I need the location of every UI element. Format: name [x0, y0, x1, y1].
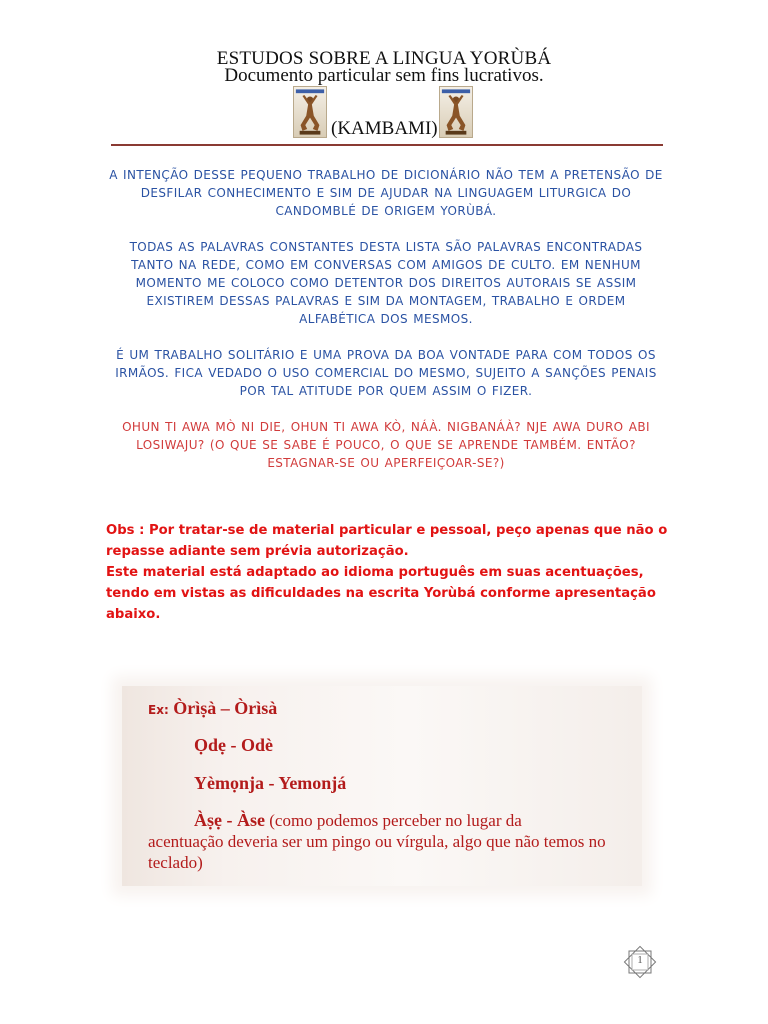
example-explanation-continued: acentuação deveria ser um pingo ou vírgula, algo que não temos no teclado) — [148, 832, 606, 872]
intro-text — [108, 166, 664, 490]
example-explanation: (como podemos perceber no lugar da — [264, 811, 522, 830]
obs-paragraph: Este material está adaptado ao idioma português em suas acentuações, tendo em vistas as dificuldades na escrita Yorùbá conforme apresentação abaixo. — [106, 565, 656, 622]
proverb-paragraph: OHUN TI AWA MÒ NI DIE, OHUN TI AWA KÒ, NÁÀ. NIGBANÁÀ? NJE AWA DURO ABI LOSIWAJU? (O QUE SE SABE É POUCO, O QUE SE APRENDE TAMBÉM. ENTÃO? ESTAGNAR-SE OU APERFEIÇOAR-SE?) — [122, 420, 650, 470]
orixa-statue-image-right — [439, 86, 473, 138]
kambami-label: (KAMBAMI) — [331, 118, 438, 139]
example-line — [148, 698, 277, 719]
intro-paragraph: A INTENÇÃO DESSE PEQUENO TRABALHO DE DICIONÁRIO NÃO TEM A PRETENSÃO DE DESFILAR CONHECIMENTO E SIM DE AJUDAR NA LINGUAGEM LITURGICA DO CANDOMBLÉ DE ORIGEM YORÙBÁ. — [109, 168, 663, 218]
example-line — [148, 810, 634, 872]
example-word: Òrìṣà – Òrìsà — [173, 698, 278, 718]
document-title: ESTUDOS SOBRE A LINGUA YORÙBÁ — [216, 48, 552, 69]
header-divider — [111, 144, 663, 146]
intro-paragraph: TODAS AS PALAVRAS CONSTANTES DESTA LISTA SÃO PALAVRAS ENCONTRADAS TANTO NA REDE, COMO EM CONVERSAS COM AMIGOS DE CULTO. EM NENHUM MOMENTO ME COLOCO COMO DETENTOR DOS DIREITOS AUTORAIS SE ASSIM EXISTIREM DESSAS PALAVRAS E SIM DA MONTAGEM, TRABALHO E ORDEM ALFABÉTICA DOS MESMOS. — [129, 240, 643, 326]
example-prefix: Ex: — [148, 703, 169, 717]
obs-paragraph: Obs : Por tratar-se de material particular e pessoal, peço apenas que não o repasse adiante sem prévia autorização. — [106, 523, 668, 559]
orixa-statue-image-left — [293, 86, 327, 138]
yoruba-example-image — [122, 686, 642, 886]
page-number-badge — [620, 942, 660, 982]
page-number: 1 — [637, 954, 643, 966]
intro-paragraph: É UM TRABALHO SOLITÁRIO E UMA PROVA DA BOA VONTADE PARA COM TODOS OS IRMÃOS. FICA VEDADO O USO COMERCIAL DO MESMO, SUJEITO A SANÇÕES PENAIS POR TAL ATITUDE POR QUEM ASSIM O FIZER. — [115, 348, 657, 398]
document-subtitle: Documento particular sem fins lucrativos. — [224, 65, 544, 86]
example-line: Ọdẹ - Odè — [194, 735, 273, 755]
example-line: Yèmọnja - Yemonjá — [194, 773, 347, 793]
example-word: Àṣẹ - Àse — [194, 810, 265, 830]
observation-note — [106, 520, 672, 625]
